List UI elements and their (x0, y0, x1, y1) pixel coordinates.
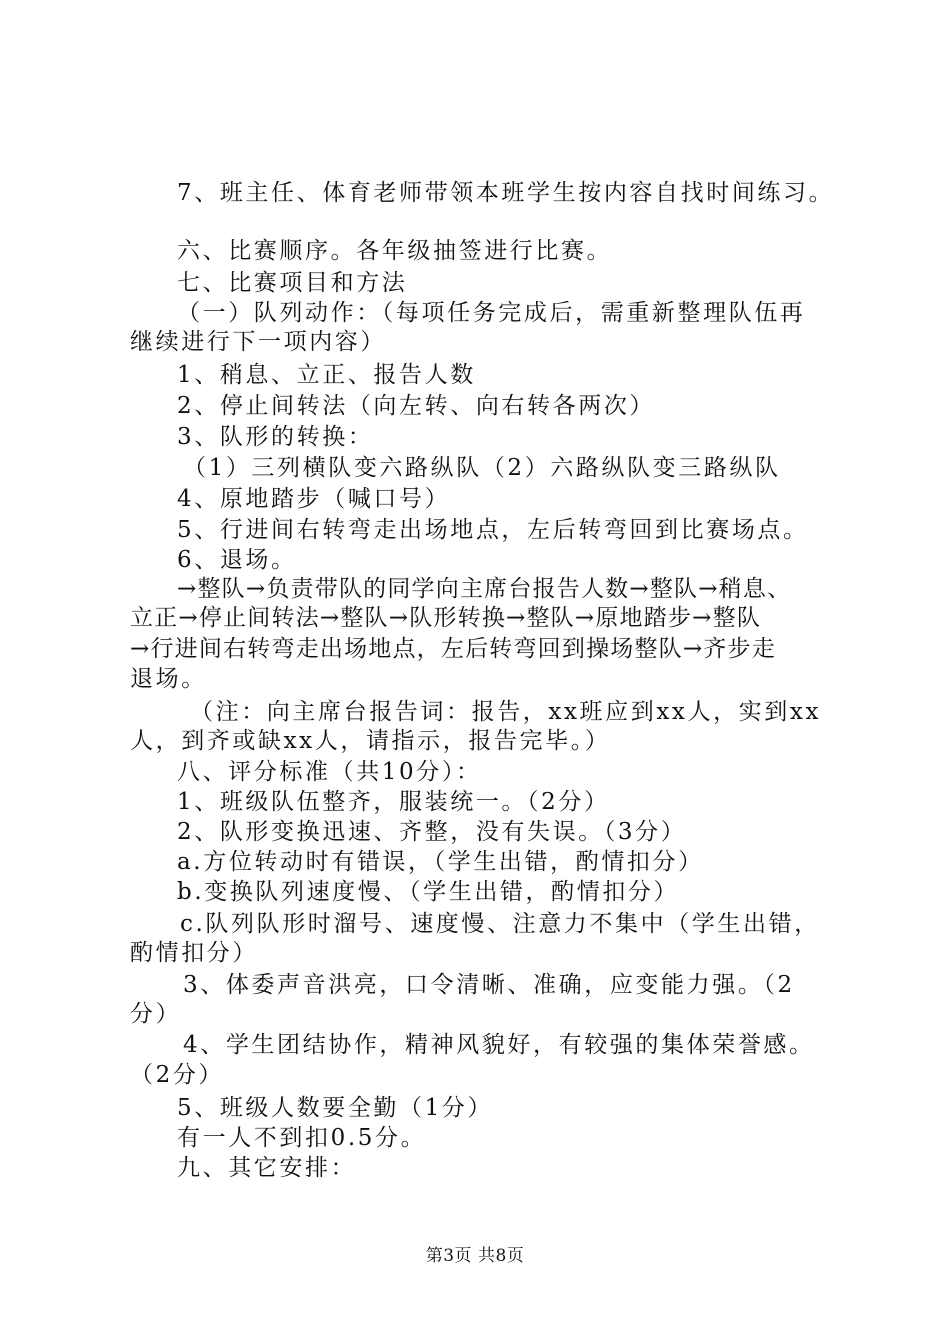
text-line: 人，到齐或缺xx人，请指示，报告完毕。） (130, 728, 611, 754)
text-line: 2、队形变换迅速、齐整，没有失误。（3分） (177, 819, 687, 845)
text-line: 7、班主任、体育老师带领本班学生按内容自找时间练习。 (177, 180, 835, 206)
text-line: 立正→停止间转法→整队→队形转换→整队→原地踏步→整队 (130, 605, 762, 631)
text-line: 1、班级队伍整齐，服装统一。（2分） (177, 789, 610, 815)
text-line: →整队→负责带队的同学向主席台报告人数→整队→稍息、 (177, 576, 792, 602)
section-heading: 六、比赛顺序。各年级抽签进行比赛。 (177, 238, 613, 264)
text-line: 2、停止间转法（向左转、向右转各两次） (177, 393, 656, 419)
section-heading: 九、其它安排： (177, 1155, 357, 1181)
text-line: →行进间右转弯走出场地点，左后转弯回到操场整队→齐步走 (130, 636, 776, 662)
text-line: 1、稍息、立正、报告人数 (177, 362, 476, 388)
text-line: 退场。 (130, 666, 207, 692)
text-line: 3、体委声音洪亮，口令清晰、准确，应变能力强。（2 (183, 972, 795, 998)
text-line: （注：向主席台报告词：报告，xx班应到xx人，实到xx (190, 699, 822, 725)
text-line: b.变换队列速度慢、（学生出错，酌情扣分） (177, 879, 680, 905)
text-line: 4、原地踏步（喊口号） (177, 486, 451, 512)
text-line: 有一人不到扣0.5分。 (177, 1125, 427, 1151)
text-line: a.方位转动时有错误，（学生出错，酌情扣分） (177, 849, 704, 875)
section-heading: 七、比赛项目和方法 (177, 270, 408, 296)
text-line: 6、退场。 (177, 547, 297, 573)
text-line: （一）队列动作：（每项任务完成后，需重新整理队伍再 (177, 300, 806, 326)
text-line: 酌情扣分） (130, 940, 258, 966)
section-heading: 八、评分标准（共10分）： (177, 759, 482, 785)
text-line: （1）三列横队变六路纵队（2）六路纵队变三路纵队 (183, 455, 781, 481)
text-line: c.队列队形时溜号、速度慢、注意力不集中（学生出错， (180, 911, 820, 937)
text-line: 3、队形的转换： (177, 424, 374, 450)
text-line: 5、班级人数要全勤（1分） (177, 1095, 494, 1121)
text-line: （2分） (130, 1062, 225, 1088)
text-line: 5、行进间右转弯走出场地点，左后转弯回到比赛场点。 (177, 517, 809, 543)
text-line: 分） (130, 1001, 182, 1027)
text-line: 4、学生团结协作，精神风貌好，有较强的集体荣誉感。 (183, 1032, 815, 1058)
text-line: 继续进行下一项内容） (130, 329, 386, 355)
page-footer: 第3页 共8页 (425, 1246, 525, 1266)
